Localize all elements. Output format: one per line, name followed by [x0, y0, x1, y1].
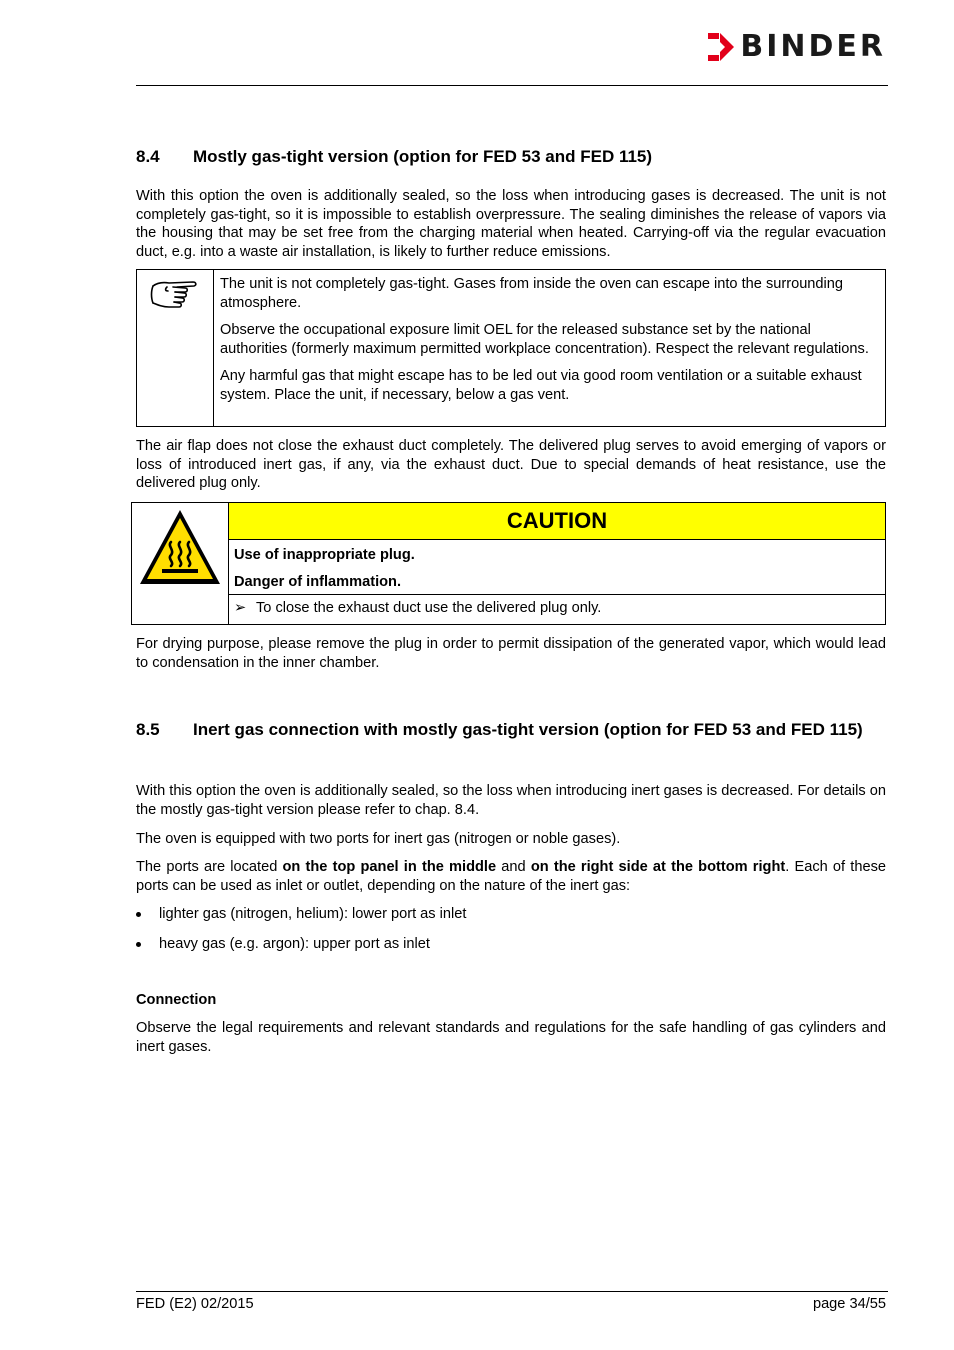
section-title: Inert gas connection with mostly gas-tight version (option for FED 53 and FED 115)	[193, 720, 863, 739]
note-text	[214, 270, 885, 426]
note-paragraph-1: The unit is not completely gas-tight. Gases from inside the oven can escape into the surrounding atmosphere.	[220, 276, 844, 311]
hot-surface-warning-icon	[138, 508, 222, 586]
section-heading-8-5	[136, 719, 886, 741]
note-paragraph-2: Observe the occupational exposure limit OEL for the released substance set by the national authorities (formerly maximum permitted workplace concentration). Respect the relevant regulations.	[220, 322, 869, 357]
caution-icon-cell	[132, 503, 229, 624]
caution-action-text: To close the exhaust duct use the delivered plug only.	[256, 600, 602, 616]
connection-paragraph: Observe the legal requirements and relevant standards and regulations for the safe handling of gas cylinders and inert gases.	[136, 1020, 886, 1055]
footer-doc-id: FED (E2) 02/2015	[136, 1296, 254, 1312]
section-title: Mostly gas-tight version (option for FED 53 and FED 115)	[193, 147, 653, 166]
list-item	[136, 905, 886, 924]
caution-box	[131, 502, 886, 625]
binder-chevron-icon	[706, 30, 736, 64]
section-number: 8.4	[136, 147, 160, 166]
ports-paragraph: The oven is equipped with two ports for inert gas (nitrogen or noble gases).	[136, 831, 621, 847]
caution-hazard: Use of inappropriate plug.	[234, 547, 415, 563]
connection-subheading: Connection	[136, 992, 217, 1008]
text-run: . Each of these ports can be used as inlet or outlet, depending on the nature of the inert gas:	[136, 859, 886, 894]
note-box	[136, 269, 886, 427]
caution-consequence: Danger of inflammation.	[234, 574, 402, 590]
air-flap-paragraph: The air flap does not close the exhaust duct completely. The delivered plug serves to avoid emerging of vapors or loss of introduced inert gas, if any, via the exhaust duct. Due to special demands of heat resistance, use the delivered plug only.	[136, 438, 886, 492]
footer-page-number: page 34/55	[812, 1296, 886, 1312]
arrow-bullet-icon: ➢	[234, 600, 247, 616]
footer-divider	[136, 1291, 888, 1292]
inert-intro-paragraph: With this option the oven is additionally sealed, so the loss when introducing inert gases is decreased. For details on the mostly gas-tight version please refer to chap. 8.4.	[136, 783, 886, 818]
text-run: and	[496, 859, 531, 875]
section-heading-8-4	[136, 146, 886, 168]
caution-heading: CAUTION	[229, 503, 885, 540]
list-item	[136, 935, 886, 954]
note-paragraph-3: Any harmful gas that might escape has to be led out via good room ventilation or a suitable exhaust system. Place the unit, if necessary, below a gas vent.	[220, 368, 862, 403]
header-divider	[136, 85, 888, 86]
intro-paragraph: With this option the oven is additionally sealed, so the loss when introducing gases is decreased. The unit is not completely gas-tight, so it is impossible to establish overpressure. The sealing diminishes the release of vapors via the housing that may be set free from the charging material when heated. Carrying-off via the regular evacuation duct, e.g. into a waste air installation, is likely to further reduce emissions.	[136, 188, 886, 260]
bullet-dot-icon	[136, 935, 159, 954]
text-run-bold: on the right side at the bottom right	[530, 859, 786, 875]
text-run: The ports are located	[136, 859, 283, 875]
list-item-text: lighter gas (nitrogen, helium): lower port as inlet	[159, 906, 467, 922]
brand-name: BINDER	[740, 28, 886, 64]
section-number: 8.5	[136, 720, 160, 739]
drying-paragraph: For drying purpose, please remove the plug in order to permit dissipation of the generated vapor, which would lead to condensation in the inner chamber.	[136, 636, 886, 671]
caution-action	[229, 595, 885, 620]
list-item-text: heavy gas (e.g. argon): upper port as inlet	[159, 936, 430, 952]
note-icon-cell	[137, 270, 214, 426]
pointing-hand-icon	[149, 276, 201, 318]
binder-logo	[706, 30, 886, 64]
bullet-dot-icon	[136, 905, 159, 924]
text-run-bold: on the top panel in the middle	[282, 859, 497, 875]
caution-body	[229, 503, 885, 624]
ports-location-paragraph	[136, 858, 886, 895]
